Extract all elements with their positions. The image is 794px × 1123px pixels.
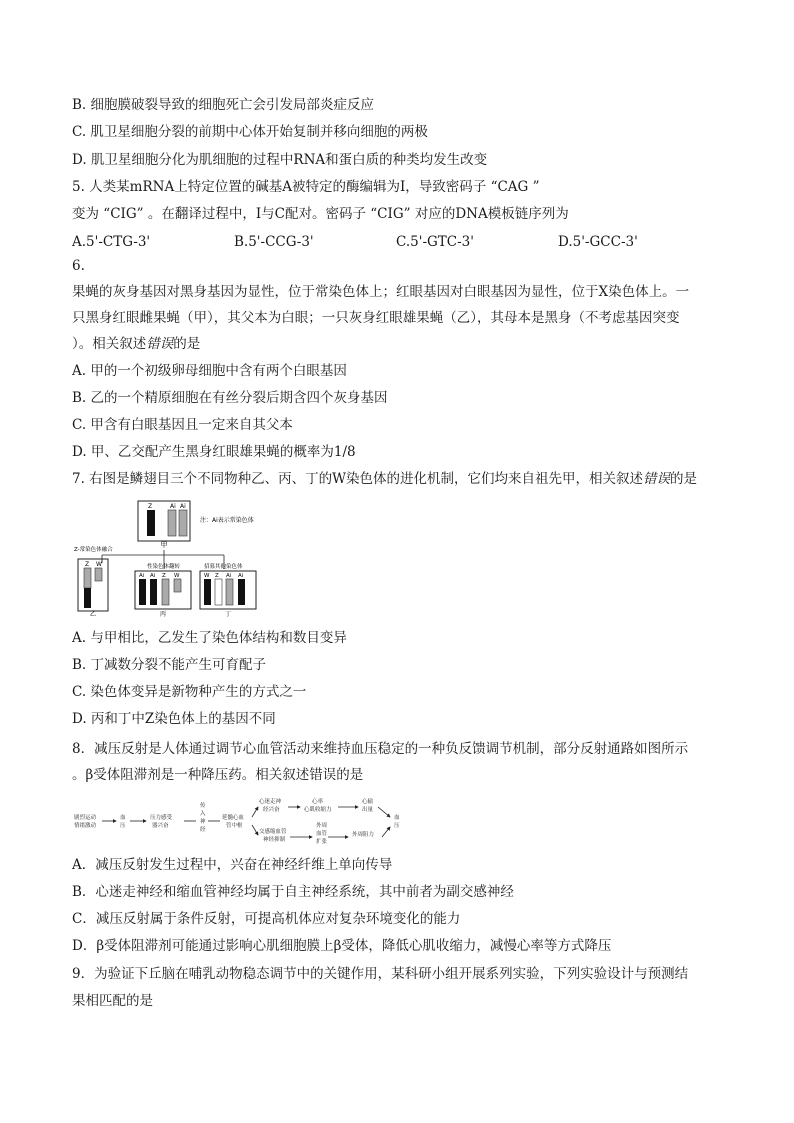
q7-option-c: C. 染色体变异是新物种产生的方式之一 [72, 684, 307, 700]
jia-label-ai1: Ai [170, 503, 176, 510]
ding-label-w: W [204, 573, 210, 579]
q8-option-d: D．β受体阻滞剂可能通过影响心肌细胞膜上β受体，降低心肌收缩力，减慢心率等方式降压 [72, 938, 612, 954]
jia-label-z: Z [148, 503, 153, 510]
heart-rate-label: 心率 [312, 799, 324, 805]
q6-stem-line3 [72, 334, 200, 354]
q9-stem-line2: 果相匹配的是 [72, 993, 153, 1009]
figure-note: 注：Ai表示常染色体 [200, 517, 254, 524]
q7-chromosome-figure [72, 497, 284, 617]
branch-fusion-label: Z-常染色体融合 [74, 547, 113, 553]
contractility-label: 心肌收缩力 [304, 807, 332, 813]
cardiac-output-label-1: 心输 [362, 799, 374, 805]
q6-option-d: D. 甲、乙交配产生黑身红眼雄果蝇的概率为1/8 [72, 444, 356, 460]
q5-option-a: A.5'-CTG-3' [72, 234, 151, 250]
bing-w-chromosome [174, 579, 181, 592]
vagus-label-1: 心迷走神 [259, 799, 282, 805]
vagus-label-2: 经兴奋 [263, 807, 280, 813]
q5-stem-line1: 5. 人类某mRNA上特定位置的碱基A被特定的酶编辑为I，导致密码子 “CAG ” [72, 179, 540, 195]
yi-label-z: Z [85, 561, 90, 568]
ding-ai-chromosome-2 [238, 579, 245, 605]
sympathetic-label-2: 神经抑制 [263, 837, 286, 843]
bing-label-ai2: Ai [150, 573, 156, 579]
q7-option-d: D. 丙和丁中Z染色体上的基因不同 [72, 711, 276, 727]
yi-box [78, 559, 108, 611]
q5-option-d: D.5'-GCC-3' [558, 234, 638, 250]
yi-label: 乙 [89, 611, 97, 617]
jia-label-ai2: Ai [180, 503, 186, 510]
bp-result-label-1: 血 [394, 815, 400, 821]
ding-label-ai2: Ai [238, 573, 244, 579]
q8-stem-line2: 。β受体阻滞剂是一种降压药。相关叙述错误的是 [72, 767, 364, 783]
ding-label-ai1: Ai [226, 573, 232, 579]
jia-ai-chromosome-2 [179, 510, 187, 536]
sympathetic-label-1: 交感缩血管 [259, 829, 287, 835]
medulla-label-2: 管中枢 [226, 823, 243, 829]
q6-emphasis: 错误 [146, 336, 174, 352]
bp-label-2: 压 [120, 823, 126, 829]
vessel-label-3: 扩张 [316, 839, 328, 845]
jia-w-chromosome [147, 510, 155, 536]
q6-option-b: B. 乙的一个精原细胞在有丝分裂后期含四个灰身基因 [72, 390, 388, 406]
q4-option-c: C. 肌卫星细胞分裂的前期中心体开始复制并移向细胞的两极 [72, 124, 428, 140]
q6-number: 6. [72, 258, 85, 274]
q8-reflex-pathway-figure [72, 795, 417, 851]
q7-stem-tail: 的是 [670, 471, 698, 487]
q6-stem-line1: 果蝇的灰身基因对黑身基因为显性，位于常染色体上；红眼基因对白眼基因为显性，位于X染色体上。一 [72, 284, 690, 300]
q6-stem-line2: 只黑身红眼雌果蝇（甲），其父本为白眼；一只灰身红眼雄果蝇（乙），其母本是黑身（不考虑基因突变 [72, 310, 680, 326]
afferent-label-1: 传 [200, 803, 206, 809]
ding-label: 丁 [224, 611, 232, 617]
q8-option-c: C．减压反射属于条件反射，可提高机体应对复杂环境变化的能力 [72, 911, 461, 927]
q9-stem-line1: 9．为验证下丘脑在哺乳动物稳态调节中的关键作用，某科研小组开展系列实验，下列实验设计与预测结 [72, 966, 689, 982]
baroreceptor-label-1: 压力感受 [150, 815, 173, 821]
q7-emphasis: 错误 [643, 471, 671, 487]
q5-option-c: C.5'-GTC-3' [396, 234, 474, 250]
q6-option-a: A. 甲的一个初级卵母细胞中含有两个白眼基因 [72, 363, 347, 379]
cardiac-output-label-2: 出量 [362, 807, 374, 813]
trigger-label-2: 情绪激动 [74, 823, 97, 829]
ding-label-z: Z [215, 573, 219, 579]
afferent-label-3: 神 [200, 819, 206, 825]
yi-w-chromosome [95, 568, 102, 581]
trigger-label-1: 剧烈运动 [74, 815, 97, 821]
bing-label-ai1: Ai [139, 573, 145, 579]
q8-option-b: B．心迷走神经和缩血管神经均属于自主神经系统，其中前者为副交感神经 [72, 884, 514, 900]
branch-recruit-label: 招募其他染色体 [204, 564, 243, 570]
afferent-label-4: 经 [200, 827, 206, 833]
yi-label-w: W [96, 561, 102, 568]
yi-z-fused-lower [84, 588, 91, 608]
vessel-label-1: 外周 [316, 823, 328, 829]
q6-stem-tail: 的是 [173, 336, 201, 352]
ding-ai-chromosome-1 [226, 579, 233, 605]
vessel-label-2: 血管 [316, 831, 328, 837]
ding-z-chromosome [215, 579, 222, 605]
q7-option-b: B. 丁减数分裂不能产生可育配子 [72, 657, 267, 673]
q7-stem [72, 469, 697, 489]
bing-label-w: W [174, 573, 180, 579]
afferent-label-2: 入 [200, 811, 206, 817]
bp-label-1: 血 [120, 815, 126, 821]
q8-option-a: A．减压反射发生过程中，兴奋在神经纤维上单向传导 [72, 857, 393, 873]
bing-ai-chromosome-2 [150, 579, 157, 605]
peripheral-resistance-label: 外周阻力 [352, 832, 375, 838]
q7-option-a: A. 与甲相比，乙发生了染色体结构和数目变异 [72, 630, 347, 646]
q4-option-b: B. 细胞膜破裂导致的细胞死亡会引发局部炎症反应 [72, 97, 375, 113]
jia-label: 甲 [160, 541, 168, 549]
jia-ai-chromosome-1 [168, 510, 176, 536]
bing-z-chromosome [162, 579, 169, 605]
branch-flip-label: 性染色体翻转 [147, 564, 181, 570]
ding-w-chromosome [204, 579, 211, 605]
q8-stem-line1: 8．减压反射是人体通过调节心血管活动来维持血压稳定的一种负反馈调节机制，部分反射通路如图所示 [72, 741, 689, 757]
bing-label: 丙 [159, 611, 167, 617]
bp-result-label-2: 压 [394, 823, 400, 829]
q4-option-d: D. 肌卫星细胞分化为肌细胞的过程中RNA和蛋白质的种类均发生改变 [72, 152, 488, 168]
q5-stem-line2: 变为 “CIG” 。在翻译过程中，I与C配对。密码子 “CIG” 对应的DNA模板链序列为 [72, 206, 569, 222]
q6-option-c: C. 甲含有白眼基因且一定来自其父本 [72, 417, 293, 433]
baroreceptor-label-2: 器兴奋 [152, 823, 169, 829]
medulla-label-1: 延髓心血 [222, 815, 245, 821]
q6-stem-text: ）。相关叙述 [72, 336, 147, 352]
bing-ai-chromosome-1 [139, 579, 146, 605]
bing-label-z: Z [162, 573, 166, 579]
yi-z-fused-upper [84, 568, 91, 588]
q7-stem-text: 7. 右图是鳞翅目三个不同物种乙、丙、丁的W染色体的进化机制，它们均来自祖先甲，相关叙述 [72, 471, 644, 487]
q5-option-b: B.5'-CCG-3' [234, 234, 314, 250]
